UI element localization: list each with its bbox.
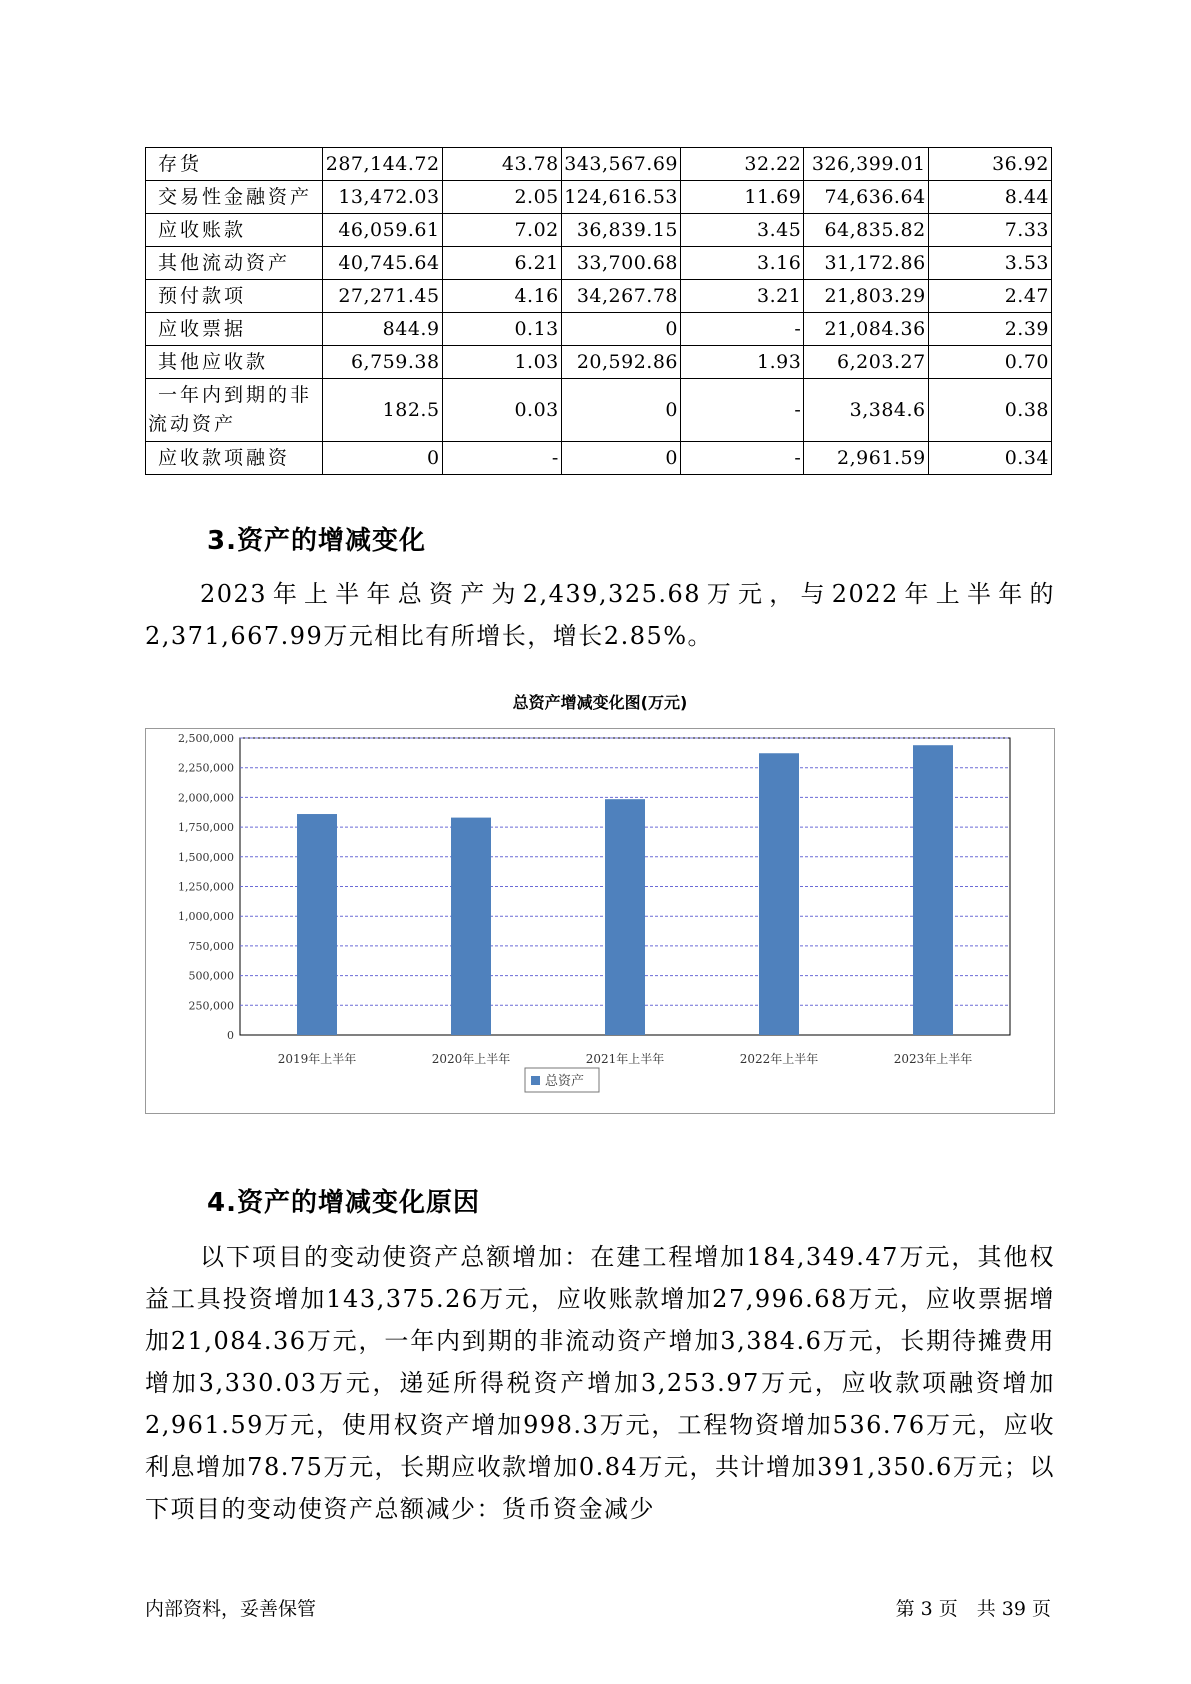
cell-p2: - bbox=[681, 442, 804, 475]
cell-v2: 343,567.69 bbox=[561, 148, 680, 181]
section3-paragraph: 2023年上半年总资产为2,439,325.68万元，与2022年上半年的2,371,667.99万元相比有所增长，增长2.85%。 bbox=[145, 580, 1055, 650]
y-tick-label: 250,000 bbox=[188, 999, 234, 1013]
total-assets-chart bbox=[145, 690, 1055, 1150]
cell-v2: 33,700.68 bbox=[561, 247, 680, 280]
cell-p1: 2.05 bbox=[442, 181, 561, 214]
bar bbox=[913, 745, 953, 1035]
cell-p1: 4.16 bbox=[442, 280, 561, 313]
x-tick-label: 2022年上半年 bbox=[739, 1052, 819, 1066]
table-row bbox=[146, 247, 1052, 280]
cell-p2: 1.93 bbox=[681, 346, 804, 379]
footer-page-number: 第 3 页 共 39 页 bbox=[895, 1598, 1051, 1620]
bar bbox=[605, 799, 645, 1035]
section4-paragraph: 以下项目的变动使资产总额增加：在建工程增加184,349.47万元，其他权益工具投资增加143,375.26万元，应收账款增加27,996.68万元，应收票据增加21,084.36万元，一年内到期的非流动资产增加3,384.6万元，长期待摊费用增加3,330.03万元，递延所得税资产增加3,253.97万元，应收款项融资增加2,961.59万元，使用权资产增加998.3万元，工程物资增加536.76万元，应收利息增加78.75万元，长期应收款增加0.84万元，共计增加391,350.6万元；以下项目的变动使资产总额减少：货币资金减少 bbox=[145, 1243, 1055, 1523]
row-label: 其他应收款 bbox=[146, 346, 323, 379]
cell-p1: 0.13 bbox=[442, 313, 561, 346]
cell-v2: 34,267.78 bbox=[561, 280, 680, 313]
cell-v1: 40,745.64 bbox=[323, 247, 442, 280]
bar bbox=[297, 814, 337, 1035]
cell-v3: 6,203.27 bbox=[804, 346, 928, 379]
chart-title: 总资产增减变化图(万元) bbox=[512, 693, 688, 712]
cell-p2: 11.69 bbox=[681, 181, 804, 214]
y-tick-label: 2,500,000 bbox=[178, 732, 234, 745]
row-label: 预付款项 bbox=[146, 280, 323, 313]
cell-v1: 13,472.03 bbox=[323, 181, 442, 214]
x-tick-label: 2019年上半年 bbox=[277, 1052, 357, 1066]
row-label: 一年内到期的非流动资产 bbox=[146, 379, 323, 442]
table-row bbox=[146, 148, 1052, 181]
cell-p1: 0.03 bbox=[442, 379, 561, 442]
cell-p2: 32.22 bbox=[681, 148, 804, 181]
table-row bbox=[146, 313, 1052, 346]
y-tick-label: 2,250,000 bbox=[178, 761, 234, 775]
cell-p1: 1.03 bbox=[442, 346, 561, 379]
bar bbox=[759, 753, 799, 1035]
cell-p3: 0.38 bbox=[928, 379, 1051, 442]
cell-v2: 20,592.86 bbox=[561, 346, 680, 379]
row-label: 应收账款 bbox=[146, 214, 323, 247]
chart-svg bbox=[145, 690, 1055, 1150]
cell-v1: 182.5 bbox=[323, 379, 442, 442]
table-row bbox=[146, 379, 1052, 442]
cell-v1: 6,759.38 bbox=[323, 346, 442, 379]
cell-p1: 43.78 bbox=[442, 148, 561, 181]
x-tick-label: 2023年上半年 bbox=[893, 1052, 973, 1066]
cell-p3: 0.34 bbox=[928, 442, 1051, 475]
y-tick-label: 500,000 bbox=[188, 969, 234, 983]
cell-v1: 287,144.72 bbox=[323, 148, 442, 181]
cell-p2: 3.16 bbox=[681, 247, 804, 280]
cell-p3: 3.53 bbox=[928, 247, 1051, 280]
cell-v3: 21,803.29 bbox=[804, 280, 928, 313]
cell-p3: 0.70 bbox=[928, 346, 1051, 379]
row-label: 应收票据 bbox=[146, 313, 323, 346]
cell-v1: 844.9 bbox=[323, 313, 442, 346]
cell-v3: 3,384.6 bbox=[804, 379, 928, 442]
y-tick-label: 1,750,000 bbox=[178, 821, 234, 835]
legend-label: 总资产 bbox=[545, 1074, 585, 1089]
table-row bbox=[146, 214, 1052, 247]
y-tick-label: 1,000,000 bbox=[178, 910, 234, 924]
cell-v3: 31,172.86 bbox=[804, 247, 928, 280]
cell-v1: 0 bbox=[323, 442, 442, 475]
cell-p3: 2.47 bbox=[928, 280, 1051, 313]
cell-v3: 74,636.64 bbox=[804, 181, 928, 214]
cell-p3: 7.33 bbox=[928, 214, 1051, 247]
cell-p1: 6.21 bbox=[442, 247, 561, 280]
cell-v2: 36,839.15 bbox=[561, 214, 680, 247]
row-label: 交易性金融资产 bbox=[146, 181, 323, 214]
table-row bbox=[146, 346, 1052, 379]
table-row bbox=[146, 280, 1052, 313]
table-row bbox=[146, 181, 1052, 214]
bar bbox=[451, 818, 491, 1035]
cell-p1: - bbox=[442, 442, 561, 475]
section3-heading: 3.资产的增减变化 bbox=[207, 526, 426, 556]
cell-p2: 3.45 bbox=[681, 214, 804, 247]
y-tick-label: 2,000,000 bbox=[178, 791, 234, 805]
section4-heading: 4.资产的增减变化原因 bbox=[207, 1188, 480, 1218]
row-label: 其他流动资产 bbox=[146, 247, 323, 280]
row-label: 存货 bbox=[146, 148, 323, 181]
cell-v1: 46,059.61 bbox=[323, 214, 442, 247]
cell-p3: 8.44 bbox=[928, 181, 1051, 214]
cell-v3: 2,961.59 bbox=[804, 442, 928, 475]
legend-swatch bbox=[531, 1076, 540, 1085]
y-tick-label: 0 bbox=[227, 1029, 234, 1042]
cell-v2: 0 bbox=[561, 313, 680, 346]
cell-p2: - bbox=[681, 313, 804, 346]
cell-v3: 64,835.82 bbox=[804, 214, 928, 247]
cell-v2: 0 bbox=[561, 379, 680, 442]
x-tick-label: 2021年上半年 bbox=[585, 1052, 665, 1066]
row-label: 应收款项融资 bbox=[146, 442, 323, 475]
y-tick-label: 1,500,000 bbox=[178, 850, 234, 864]
cell-p2: 3.21 bbox=[681, 280, 804, 313]
cell-p1: 7.02 bbox=[442, 214, 561, 247]
asset-table bbox=[145, 147, 1052, 475]
y-tick-label: 750,000 bbox=[188, 939, 234, 953]
y-tick-label: 1,250,000 bbox=[178, 880, 234, 894]
cell-p3: 2.39 bbox=[928, 313, 1051, 346]
cell-v3: 21,084.36 bbox=[804, 313, 928, 346]
table-row bbox=[146, 442, 1052, 475]
cell-v3: 326,399.01 bbox=[804, 148, 928, 181]
x-tick-label: 2020年上半年 bbox=[431, 1052, 511, 1066]
cell-v2: 0 bbox=[561, 442, 680, 475]
footer-confidential: 内部资料，妥善保管 bbox=[145, 1598, 317, 1620]
cell-p2: - bbox=[681, 379, 804, 442]
cell-p3: 36.92 bbox=[928, 148, 1051, 181]
cell-v1: 27,271.45 bbox=[323, 280, 442, 313]
cell-v2: 124,616.53 bbox=[561, 181, 680, 214]
